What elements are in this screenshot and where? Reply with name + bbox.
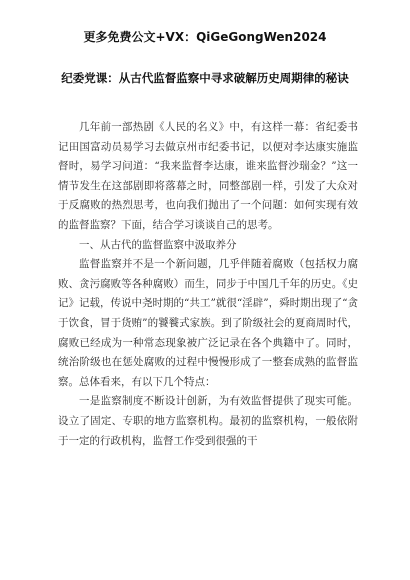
page-header: 更多免费公文+VX：QiGeGongWen2024 xyxy=(83,30,327,44)
paragraph-history: 监督监察并不是一个新问题，几乎伴随着腐败（包括权力腐败、贪污腐败等各种腐败）而生，同步于中国几千年的历史。《史记》记载，传说中尧时期的“共工”就很“淫辟”，舜时期出现了“贪于饮食，冒于货贿”的饕餮式家族。到了阶级社会的夏商周时代，腐败已经成为一种常态现象被广泛记录在各个典籍中了。同时，统治阶级也在惩处腐败的过程中慢慢形成了一整套成熟的监督监察。总体看来，有以下几个特点： xyxy=(58,258,358,388)
document-body xyxy=(58,118,358,451)
document-title: 纪委党课：从古代监督监察中寻求破解历史周期律的秘诀 xyxy=(61,71,349,85)
paragraph-point-one: 一是监察制度不断设计创新，为有效监督提供了现实可能。设立了固定、专职的地方监察机构。最初的监察机构，一般依附于一定的行政机构，监督工作受到很强的干 xyxy=(58,395,358,447)
paragraph-intro: 几年前一部热剧《人民的名义》中，有这样一幕：省纪委书记田国富动员易学习去做京州市纪委书记，以便对李达康实施监督时，易学习问道：“我来监督李达康，谁来监督沙瑞金？”这一情节发生在这部剧即将落幕之时，同整部剧一样，引发了大众对于反腐败的热烈思考，也向我们抛出了一个问题：如何实现有效的监督监察？下面，结合学习谈谈自己的思考。 xyxy=(58,121,358,231)
section-heading: 一、从古代的监督监察中汲取养分 xyxy=(79,238,237,251)
